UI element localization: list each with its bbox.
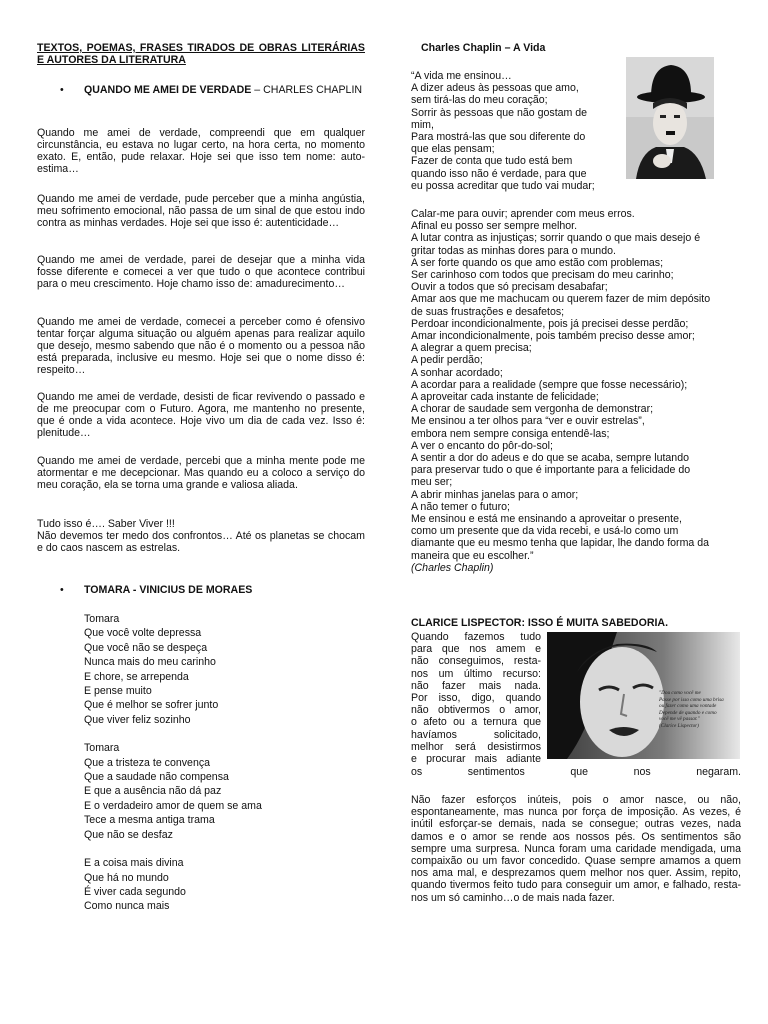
chaplin-poem-part1 [411, 70, 595, 192]
chaplin-line: para preservar tudo o que é importante para a felicidade do [411, 464, 691, 477]
chaplin-line: Ouvir a todos que só precisam desabafar; [411, 281, 608, 294]
closing-line-1: Tudo isso é…. Saber Viver !!! [37, 518, 175, 530]
chaplin-line: A aproveitar cada instante de felicidade; [411, 391, 599, 404]
clarice-line: Quando fazemos tudo [411, 631, 541, 643]
chaplin-line: A não temer o futuro; [411, 500, 510, 513]
poem-line: Que viver feliz sozinho [84, 713, 191, 726]
chaplin-line: A abrir minhas janelas para o amor; [411, 488, 579, 501]
chaplin-line: Me ensinou a ter olhos para “ver e ouvir estrelas”, [411, 415, 645, 428]
clarice-line: melhor será desistirmos [411, 740, 541, 753]
photo-quote-line: Depende de quando e como [659, 709, 717, 716]
clarice-photo [547, 632, 740, 759]
photo-quote-line: Passe por isso como uma brisa [659, 696, 724, 703]
poem-line: Tomara [84, 742, 120, 755]
poem-line: Tomara [84, 613, 120, 625]
chaplin-line: A chorar de saudade sem vergonha de demonstrar; [411, 403, 654, 416]
paragraph-2: Quando me amei de verdade, pude perceber que a minha angústia, meu sofrimento emocional, não passa de um sinal de que estou indo contra as minhas verdades. Hoje sei que isso é: autenticidade… [37, 193, 365, 230]
poem-line: Como nunca mais [84, 900, 170, 913]
chaplin-line: meu ser; [411, 476, 453, 489]
bullet-dot-icon: • [60, 584, 64, 596]
poem-line: Que é melhor se sofrer junto [84, 699, 219, 712]
clarice-word: nos [633, 766, 651, 778]
poem-line: Que há no mundo [84, 871, 169, 884]
chaplin-line: Fazer de conta que tudo está bem [411, 155, 573, 168]
poem-line: Que você não se despeça [84, 641, 208, 654]
chaplin-line: Sorrir às pessoas que não gostam de [411, 106, 588, 119]
poem-line: Que não se desfaz [84, 828, 173, 841]
chaplin-line: eu possa acreditar que tudo vai mudar; [411, 179, 595, 192]
clarice-line: não fazer mais nada. [411, 679, 541, 692]
paragraph-4: Quando me amei de verdade, comecei a perceber como é ofensivo tentar forçar alguma situação ou alguém apenas para realizar aquilo que desejo, mesmo sabendo que não é o momento ou a pessoa não está preparada, inclusive eu mesmo. Hoje sei que o nome disso é: respeito… [37, 316, 365, 377]
poem-line: E o verdadeiro amor de quem se ama [84, 799, 262, 812]
clarice-word: negaram. [696, 766, 741, 778]
chaplin-line: Perdoar incondicionalmente, pois já precisei desse perdão; [411, 317, 689, 330]
chaplin-line: A alegrar a quem precisa; [411, 342, 532, 355]
chaplin-line: A dizer adeus às pessoas que amo, [411, 82, 579, 95]
poem-tomara [84, 612, 262, 914]
chaplin-line: quando isso não é verdade, para que [411, 167, 587, 180]
paragraph-6: Quando me amei de verdade, percebi que a minha mente pode me atormentar e me decepcionar. Mas quando eu a coloco a serviço do meu coração, ela se torna uma grande e valiosa aliada. [37, 455, 365, 492]
chaplin-line: Calar-me para ouvir; aprender com meus erros. [411, 208, 635, 220]
page-header: TEXTOS, POEMAS, FRASES TIRADOS DE OBRAS LITERÁRIAS E AUTORES DA LITERATURA [37, 42, 365, 67]
clarice-paragraph-1 [411, 631, 541, 765]
poem-line: Que você volte depressa [84, 627, 202, 640]
clarice-line: para que nos amem e [411, 643, 541, 656]
poem-line: E chore, se arrependa [84, 670, 189, 683]
poem-line: Tece a mesma antiga trama [84, 814, 215, 827]
photo-quote [659, 690, 737, 730]
chaplin-line: Ser carinhoso com todos que precisam do meu carinho; [411, 269, 674, 282]
chaplin-line: Afinal eu posso ser sempre melhor. [411, 220, 578, 233]
chaplin-line: que elas pensam; [411, 143, 495, 156]
clarice-line: Por isso, digo, quando [411, 692, 541, 705]
poem-line: Que a saudade não compensa [84, 771, 229, 784]
chaplin-line: “A vida me ensinou… [411, 70, 512, 82]
chaplin-line: A ver o encanto do pôr-do-sol; [411, 439, 553, 452]
clarice-last-line [411, 766, 741, 778]
clarice-line: nos um último recurso: [411, 667, 541, 680]
chaplin-line: Amar aos que me machucam ou querem fazer de mim depósito [411, 293, 711, 306]
chaplin-line: A sonhar acordado; [411, 366, 503, 379]
chaplin-portrait-icon [626, 57, 714, 179]
clarice-line: não conseguimos, resta- [411, 655, 541, 668]
chaplin-line: diamante que eu mesmo tenha que lapidar, lhe dando forma da [411, 537, 710, 550]
poem-line: E que a ausência não dá paz [84, 785, 222, 798]
chaplin-photo [626, 57, 714, 179]
chaplin-line: Amar incondicionalmente, pois também preciso desse amor; [411, 330, 695, 343]
chaplin-line: A sentir a dor do adeus e do que se acaba, sempre lutando [411, 452, 689, 465]
chaplin-line: A pedir perdão; [411, 354, 483, 367]
bullet-chaplin [60, 84, 365, 97]
photo-quote-line: (Clarice Lispector) [659, 722, 699, 729]
chaplin-line: maneira que eu escolher.” [411, 549, 534, 562]
chaplin-title [421, 42, 545, 54]
closing-line-2: Não devemos ter medo dos confrontos… Até os planetas se chocam e do caos nascem as estrelas. [37, 530, 365, 555]
clarice-title: CLARICE LISPECTOR: ISSO É MUITA SABEDORIA. [411, 617, 669, 629]
chaplin-title-rest: – A Vida [501, 42, 546, 54]
clarice-word: que [570, 766, 589, 778]
clarice-paragraph-2: Não fazer esforços inúteis, pois o amor nasce, ou não, espontaneamente, mas nunca por força de imposição. As vezes, é inútil esforçar-se demais, nada se consegue; outras vezes, nada damos e o amor se rende aos nossos pés. Os sentimentos são sempre uma surpresa. Nunca foram uma caridade mendigada, uma compaixão ou um favor concedido. Quase sempre amamos a quem nos ama mal, e desprezamos quem melhor nos quer. Assim, repito, quando tivermos feito tudo para conseguir um amor, e falhado, resta-nos um só caminho…o de mais nada fazer. [411, 794, 741, 904]
chaplin-line: gritar todas as minhas dores para o mundo. [411, 244, 616, 257]
photo-quote-line: "Dou como você me [659, 690, 701, 696]
poem-line: Que a tristeza te convença [84, 756, 211, 769]
poem-line: É viver cada segundo [84, 885, 186, 898]
chaplin-line: A ser forte quando os que amo estão com problemas; [411, 256, 664, 269]
clarice-line: havíamos solicitado, [411, 728, 541, 741]
poem-line: Nunca mais do meu carinho [84, 656, 216, 669]
bullet-dot-icon: • [60, 84, 64, 96]
chaplin-line: como um presente que da vida recebi, e usá-lo como um [411, 525, 679, 538]
chaplin-line: de suas frustrações e desafetos; [411, 305, 565, 318]
chaplin-line: Me ensinou e está me ensinando a aproveitar o presente, [411, 513, 682, 526]
bullet-tomara [60, 584, 365, 597]
clarice-word: os [411, 766, 423, 778]
chaplin-line: embora nem sempre consiga entendê-las; [411, 427, 610, 440]
bullet-chaplin-title: QUANDO ME AMEI DE VERDADE [84, 84, 252, 96]
bullet-tomara-title: TOMARA - VINICIUS DE MORAES [84, 584, 253, 596]
paragraph-1: Quando me amei de verdade, compreendi que em qualquer circunstância, eu estava no lugar certo, na hora certa, no momento exato. E, então, pude relaxar. Hoje sei que isso tem nome: auto-estima… [37, 127, 365, 176]
clarice-word: sentimentos [467, 766, 525, 778]
chaplin-poem-part2 [411, 208, 710, 574]
chaplin-line: Para mostrá-las que sou diferente do [411, 131, 586, 144]
photo-quote-line: você me vê passar." [659, 716, 700, 723]
poem-line: E pense muito [84, 685, 152, 698]
chaplin-line: A acordar para a realidade (sempre que fosse necessário); [411, 378, 688, 391]
clarice-line: o afeto ou a ternura que [411, 716, 541, 729]
clarice-line: não obtivermos o amor, [411, 704, 541, 717]
bullet-chaplin-author: – CHARLES CHAPLIN [251, 84, 363, 96]
chaplin-title-name: Charles Chaplin [421, 42, 502, 54]
poem-line: E a coisa mais divina [84, 857, 184, 870]
paragraph-3: Quando me amei de verdade, parei de desejar que a minha vida fosse diferente e comecei a ver que tudo o que acontece contribui para o meu crescimento. Hoje chamo isso de: amadurecimento… [37, 254, 365, 291]
chaplin-line: sem tirá-las do meu coração; [411, 94, 548, 107]
chaplin-line: mim, [411, 118, 434, 131]
paragraph-5: Quando me amei de verdade, desisti de ficar revivendo o passado e de me preocupar com o Futuro. Agora, me mantenho no presente, que é onde a vida acontece. Hoje vivo um dia de cada vez. Isso é: plenitude… [37, 391, 365, 440]
chaplin-line: A lutar contra as injustiças; sorrir quando o que mais desejo é [411, 232, 701, 245]
chaplin-signature: (Charles Chaplin) [411, 561, 494, 574]
photo-quote-line: ou fazer como uma vontade [659, 703, 717, 710]
clarice-line: e procurar mais adiante [411, 753, 541, 766]
